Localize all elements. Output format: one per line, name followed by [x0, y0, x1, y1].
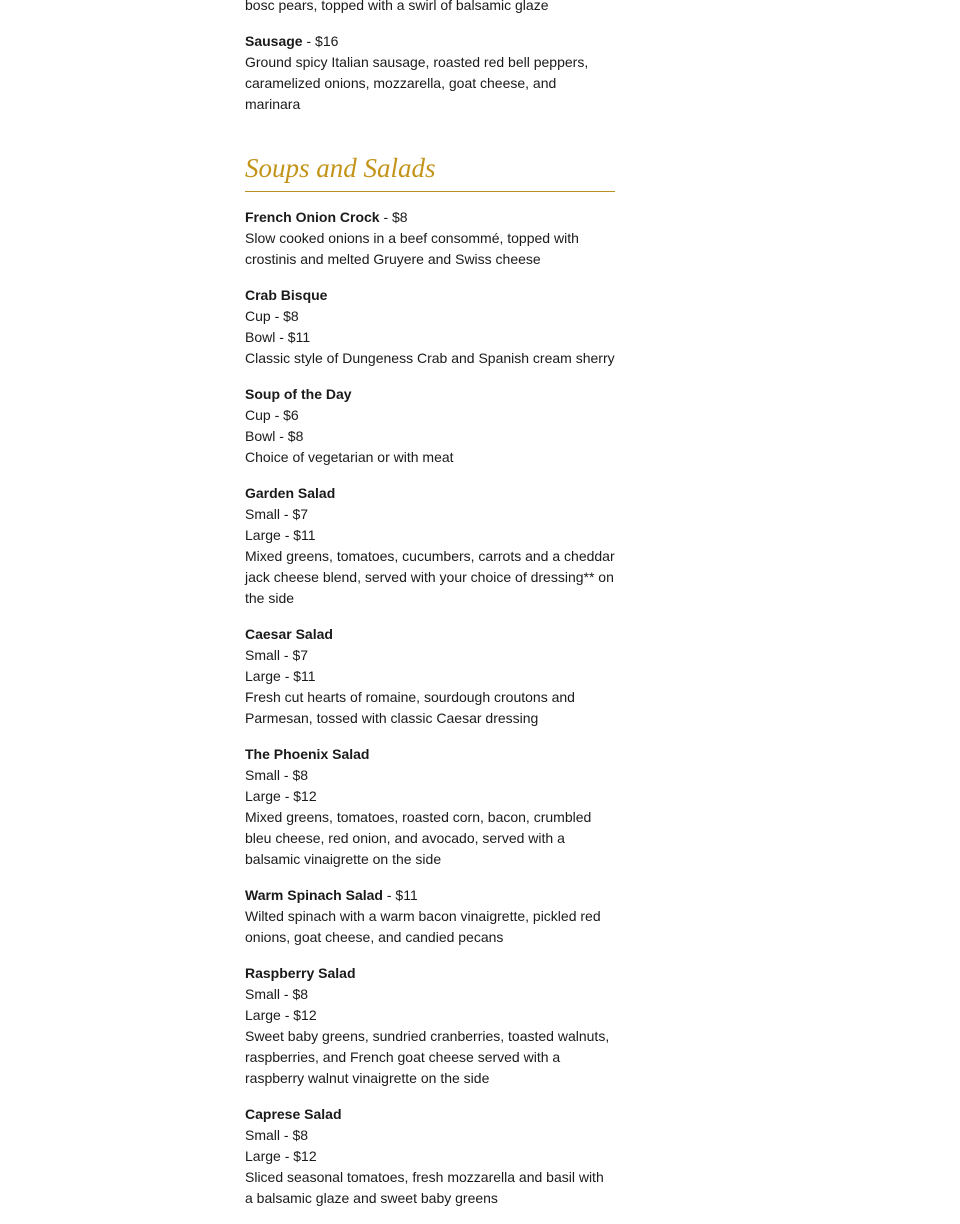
- menu-item-line: Cup - $6: [245, 407, 299, 423]
- menu-item-line: Large - $11: [245, 668, 316, 684]
- menu-item-description: Choice of vegetarian or with meat: [245, 449, 454, 465]
- menu-item-name: Garden Salad: [245, 485, 336, 501]
- menu-item-line: Small - $8: [245, 1127, 309, 1143]
- menu-item: [245, 885, 615, 948]
- menu-item-line: Small - $7: [245, 506, 309, 522]
- menu-item-line: Bowl - $11: [245, 329, 311, 345]
- section-header: [245, 150, 615, 192]
- menu-item: [245, 0, 615, 16]
- menu-item-line: Large - $12: [245, 1148, 317, 1164]
- menu-item-description: Sweet baby greens, sundried cranberries, toasted walnuts, raspberries, and French goat cheese served with a raspberry walnut vinaigrette on the side: [245, 1028, 610, 1086]
- menu-item-line: Large - $11: [245, 527, 316, 543]
- menu-item: [245, 285, 615, 369]
- menu-item-line: Large - $12: [245, 788, 317, 804]
- menu-item-description: Fresh cut hearts of romaine, sourdough croutons and Parmesan, tossed with classic Caesar dressing: [245, 689, 575, 726]
- menu-item-line: Small - $8: [245, 986, 309, 1002]
- menu-item-line: Bowl - $8: [245, 428, 304, 444]
- menu-item-name: Crab Bisque: [245, 287, 328, 303]
- menu-item-name: The Phoenix Salad: [245, 746, 370, 762]
- menu-item: [245, 624, 615, 729]
- menu-item: [245, 744, 615, 870]
- menu-item-description: Slow cooked onions in a beef consommé, topped with crostinis and melted Gruyere and Swiss cheese: [245, 230, 579, 267]
- menu-item-description: bosc pears, topped with a swirl of balsamic glaze: [245, 0, 549, 13]
- menu-item: [245, 384, 615, 468]
- menu-item-sausage: [245, 31, 615, 115]
- menu-item-line: Cup - $8: [245, 308, 299, 324]
- menu-item: [245, 207, 615, 270]
- section-title: Soups and Salads: [245, 153, 436, 183]
- menu-item-description: Wilted spinach with a warm bacon vinaigrette, pickled red onions, goat cheese, and candied pecans: [245, 908, 601, 945]
- menu-item-price: - $8: [379, 209, 408, 225]
- menu-item-name: Warm Spinach Salad: [245, 887, 383, 903]
- menu-item-name: Caprese Salad: [245, 1106, 342, 1122]
- menu-item-description: Classic style of Dungeness Crab and Spanish cream sherry: [245, 350, 615, 366]
- menu-item-description: Mixed greens, tomatoes, cucumbers, carrots and a cheddar jack cheese blend, served with your choice of dressing** on the side: [245, 548, 615, 606]
- menu-item: [245, 963, 615, 1089]
- menu-item-name: Soup of the Day: [245, 386, 352, 402]
- menu-item-name: Sausage: [245, 33, 303, 49]
- menu-item-name: Caesar Salad: [245, 626, 333, 642]
- menu-item-line: Large - $12: [245, 1007, 317, 1023]
- menu-item-description: Ground spicy Italian sausage, roasted red bell peppers, caramelized onions, mozzarella, goat cheese, and marinara: [245, 54, 589, 112]
- previous-section-tail: [245, 0, 615, 130]
- menu-item-price: - $16: [302, 33, 339, 49]
- menu-item: [245, 483, 615, 609]
- menu-item-line: Small - $8: [245, 767, 309, 783]
- menu-item: [245, 1104, 615, 1209]
- menu-item-description: Mixed greens, tomatoes, roasted corn, bacon, crumbled bleu cheese, red onion, and avocado, served with a balsamic vinaigrette on the side: [245, 809, 592, 867]
- menu-item-description: Sliced seasonal tomatoes, fresh mozzarella and basil with a balsamic glaze and sweet baby greens: [245, 1169, 604, 1206]
- menu-item-name: French Onion Crock: [245, 209, 380, 225]
- menu-item-line: Small - $7: [245, 647, 309, 663]
- menu-item-name: Raspberry Salad: [245, 965, 356, 981]
- menu-item-price: - $11: [382, 887, 418, 903]
- soups-and-salads-list: [245, 207, 615, 1224]
